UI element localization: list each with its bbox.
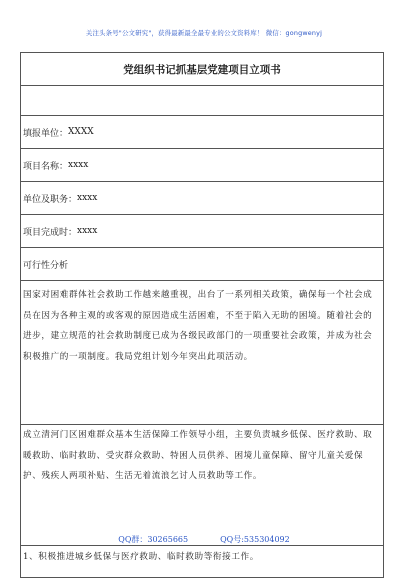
field-value: xxxx [68, 160, 89, 170]
field-label: 填报单位： [23, 128, 69, 139]
footer-qq-group: QQ群：30265665 [118, 535, 189, 544]
field-label: 项目完成时： [23, 227, 78, 238]
field-unit-position [21, 182, 383, 215]
paragraph-background: 国家对困难群体社会救助工作越来越重视，出台了一系列相关政策，确保每一个社会成员在因为各种主观的或客观的原因造成生活困难，不至于陷入无助的困境。随着社会的进步，建立规范的社会救助制度已成为各级民政部门的一项重要社会政策，并成为社会积极推广的一项制度。我局党组计划今年突出此项活动。 [21, 281, 383, 425]
project-form-table [20, 52, 384, 578]
field-completion-time [21, 215, 383, 248]
paragraph-leading-group: 成立清河门区困难群众基本生活保障工作领导小组，主要负责城乡低保、医疗救助、取暖救助、临时救助、受灾群众救助、特困人员供养、困境儿童保障、留守儿童关爱保护、残疾人两项补贴、生活无着流浪乞讨人员救助等工作。 [21, 425, 383, 546]
field-label: 项目名称： [23, 161, 69, 172]
footer-qq-number: QQ号:535304092 [220, 535, 290, 544]
header-note: 关注头条号"公文研究"，获得最新最全最专业的公文资料库！ 微信：gongwenyj [85, 29, 323, 37]
blank-row [21, 86, 383, 116]
field-label: 单位及职务： [23, 194, 78, 205]
footer-contact [0, 534, 408, 545]
field-reporting-unit [21, 116, 383, 149]
section-heading-feasibility: 可行性分析 [21, 248, 383, 281]
field-value: xxxx [77, 226, 98, 236]
field-value: XXXX [68, 127, 94, 137]
field-project-name [21, 149, 383, 182]
field-value: xxxx [77, 193, 98, 203]
document-title: 党组织书记抓基层党建项目立项书 [21, 53, 383, 86]
paragraph-item-1: 1、积极推进城乡低保与医疗救助、临时救助等衔接工作。 [21, 546, 383, 578]
